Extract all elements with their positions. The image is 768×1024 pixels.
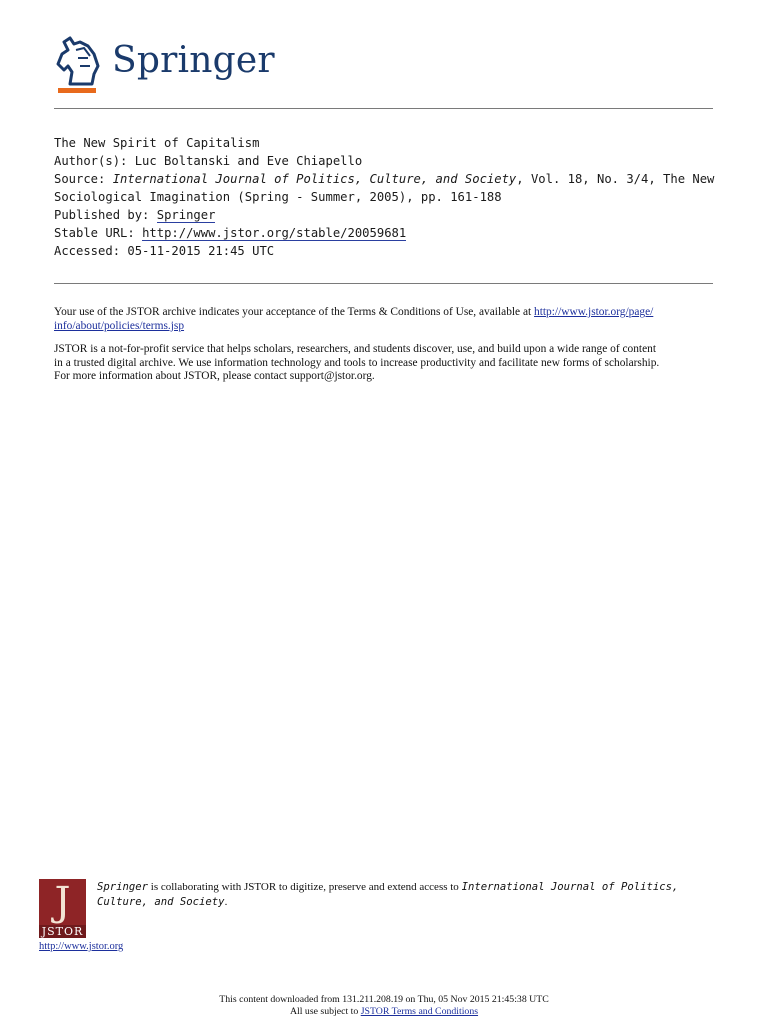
jstor-home-link[interactable]: http://www.jstor.org bbox=[39, 941, 124, 952]
terms-paragraph bbox=[54, 306, 714, 333]
about-line-1: JSTOR is a not-for-profit service that helps scholars, researchers, and students discover, use, and build upon a wide range of content bbox=[54, 343, 657, 356]
collaboration-statement bbox=[97, 880, 729, 910]
terms-footer-prefix: All use subject to bbox=[289, 1006, 361, 1017]
about-line-3: For more information about JSTOR, please contact support@jstor.org. bbox=[54, 370, 375, 383]
article-source bbox=[54, 170, 714, 188]
collab-end: . bbox=[224, 896, 228, 908]
jstor-logo bbox=[39, 879, 86, 938]
publisher-prefix: Published by: bbox=[54, 208, 157, 222]
collab-journal: International Journal of Politics, Culture, and Society bbox=[97, 881, 679, 908]
terms-link[interactable]: http://www.jstor.org/page/ info/about/policies/terms.jsp bbox=[54, 306, 654, 332]
article-stable-url bbox=[54, 224, 714, 242]
terms-text: Your use of the JSTOR archive indicates your acceptance of the Terms & Conditions of Use, available at bbox=[54, 306, 535, 318]
download-footer bbox=[0, 994, 768, 1018]
jstor-logo-word: JSTOR bbox=[39, 925, 86, 938]
jstor-j-icon: J bbox=[54, 879, 71, 925]
article-accessed: Accessed: 05-11-2015 21:45 UTC bbox=[54, 244, 275, 258]
stable-url-prefix: Stable URL: bbox=[54, 226, 143, 240]
springer-logo bbox=[54, 36, 274, 98]
article-publisher bbox=[54, 206, 714, 224]
terms-footer bbox=[0, 1006, 768, 1018]
middle-divider bbox=[54, 283, 713, 284]
source-volume: , Vol. 18, No. 3/4, The New bbox=[516, 172, 715, 186]
source-prefix: Source: bbox=[54, 172, 113, 186]
collab-text: is collaborating with JSTOR to digitize, preserve and extend access to bbox=[148, 881, 462, 893]
top-divider bbox=[54, 108, 713, 109]
source-journal: International Journal of Politics, Culture, and Society bbox=[112, 172, 517, 186]
article-authors: Author(s): Luc Boltanski and Eve Chiapello bbox=[54, 154, 363, 168]
article-source-line2: Sociological Imagination (Spring - Summer, 2005), pp. 161-188 bbox=[54, 190, 502, 204]
springer-wordmark: Springer bbox=[112, 40, 275, 81]
about-line-2: in a trusted digital archive. We use information technology and tools to increase productivity and facilitate new forms of scholarship. bbox=[54, 356, 660, 369]
citation-block bbox=[54, 134, 714, 260]
stable-url-link[interactable]: http://www.jstor.org/stable/20059681 bbox=[142, 226, 407, 240]
download-info: This content downloaded from 131.211.208.19 on Thu, 05 Nov 2015 21:45:38 UTC bbox=[219, 994, 549, 1005]
terms-footer-link[interactable]: JSTOR Terms and Conditions bbox=[360, 1006, 479, 1017]
about-paragraph bbox=[54, 343, 714, 384]
springer-horse-icon bbox=[54, 36, 102, 96]
collab-publisher: Springer bbox=[97, 881, 149, 893]
publisher-link[interactable]: Springer bbox=[156, 208, 216, 222]
jstor-notice bbox=[54, 306, 714, 394]
article-title: The New Spirit of Capitalism bbox=[54, 136, 260, 150]
